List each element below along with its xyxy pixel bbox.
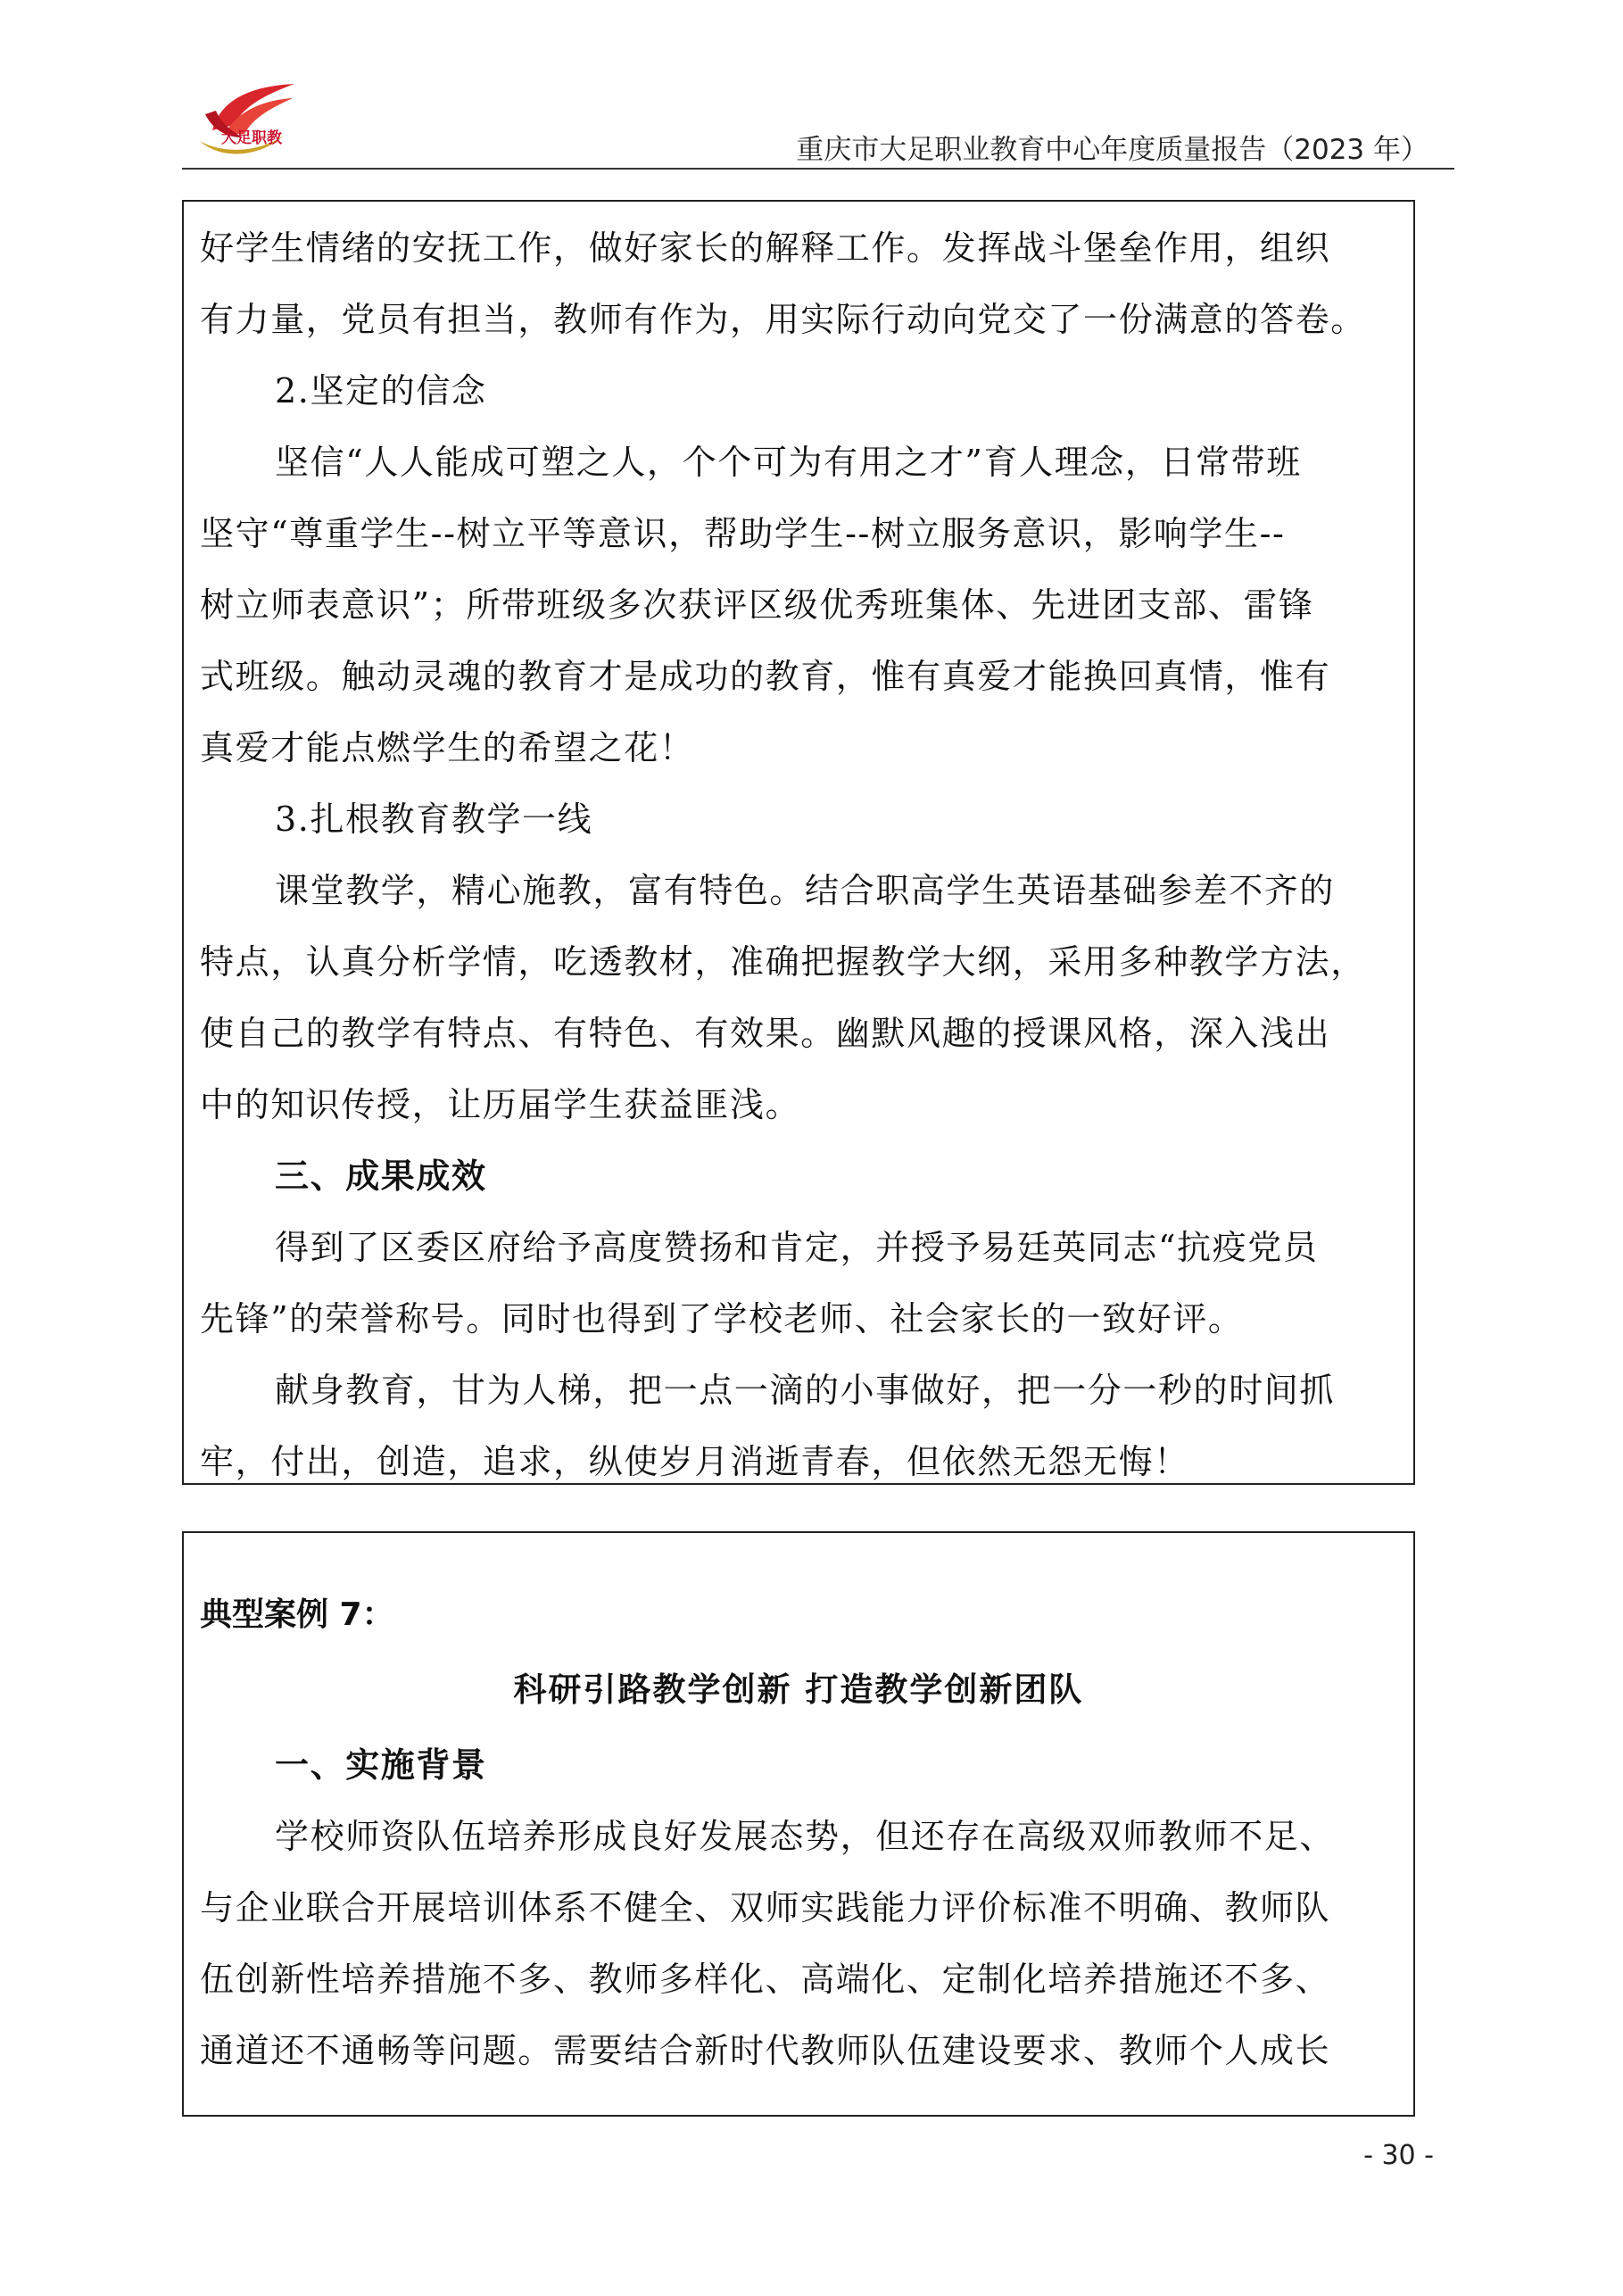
paragraph-line: 与企业联合开展培训体系不健全、双师实践能力评价标准不明确、教师队 bbox=[200, 1888, 1331, 1927]
paragraph-line: 先锋”的荣誉称号。同时也得到了学校老师、社会家长的一致好评。 bbox=[200, 1299, 1244, 1339]
header-divider bbox=[182, 168, 1454, 170]
paragraph-line: 坚信“人人能成可塑之人，个个可为有用之才”育人理念，日常带班 bbox=[275, 443, 1302, 482]
paragraph-line: 真爱才能点燃学生的希望之花！ bbox=[200, 728, 695, 767]
paragraph-line: 有力量，党员有担当，教师有作为，用实际行动向党交了一份满意的答卷。 bbox=[200, 300, 1366, 339]
paragraph-line: 牢，付出，创造，追求，纵使岁月消逝青春，但依然无怨无悔！ bbox=[200, 1442, 1189, 1481]
paragraph-line: 学校师资队伍培养形成良好发展态势，但还存在高级双师教师不足、 bbox=[275, 1817, 1336, 1856]
case-title: 科研引路教学创新 打造教学创新团队 bbox=[513, 1670, 1084, 1709]
paragraph-line: 中的知识传授，让历届学生获益匪浅。 bbox=[200, 1085, 801, 1124]
paragraph-line: 坚守“尊重学生--树立平等意识，帮助学生--树立服务意识，影响学生-- bbox=[200, 514, 1286, 553]
paragraph-line: 使自己的教学有特点、有特色、有效果。幽默风趣的授课风格，深入浅出 bbox=[200, 1014, 1331, 1053]
case-7-box bbox=[182, 1531, 1415, 2117]
case-continuation-box bbox=[182, 200, 1415, 1485]
section-heading: 一、实施背景 bbox=[275, 1745, 487, 1785]
paragraph-line: 树立师表意识”；所带班级多次获评区级优秀班集体、先进团支部、雷锋 bbox=[200, 585, 1314, 625]
subheading: 3.扎根教育教学一线 bbox=[275, 800, 593, 839]
paragraph-line: 好学生情绪的安抚工作，做好家长的解释工作。发挥战斗堡垒作用，组织 bbox=[200, 228, 1331, 268]
page-number: - 30 - bbox=[1363, 2140, 1434, 2171]
paragraph-line: 通道还不通畅等问题。需要结合新时代教师队伍建设要求、教师个人成长 bbox=[200, 2031, 1331, 2070]
paragraph-line: 课堂教学，精心施教，富有特色。结合职高学生英语基础参差不齐的 bbox=[275, 871, 1336, 910]
paragraph-line: 式班级。触动灵魂的教育才是成功的教育，惟有真爱才能换回真情，惟有 bbox=[200, 657, 1331, 696]
subheading: 2.坚定的信念 bbox=[275, 371, 487, 410]
paragraph-line: 伍创新性培养措施不多、教师多样化、高端化、定制化培养措施还不多、 bbox=[200, 1960, 1331, 1999]
school-logo-icon bbox=[195, 79, 302, 164]
case-label: 典型案例 7： bbox=[200, 1596, 394, 1633]
section-heading: 三、成果成效 bbox=[275, 1156, 487, 1196]
paragraph-line: 得到了区委区府给予高度赞扬和肯定，并授予易廷英同志“抗疫党员 bbox=[275, 1228, 1319, 1267]
logo-text: 大足职教 bbox=[221, 129, 282, 147]
paragraph-line: 特点，认真分析学情，吃透教材，准确把握教学大纲，采用多种教学方法， bbox=[200, 942, 1366, 982]
paragraph-line: 献身教育，甘为人梯，把一点一滴的小事做好，把一分一秒的时间抓 bbox=[275, 1371, 1336, 1410]
report-title: 重庆市大足职业教育中心年度质量报告（2023 年） bbox=[796, 134, 1428, 166]
